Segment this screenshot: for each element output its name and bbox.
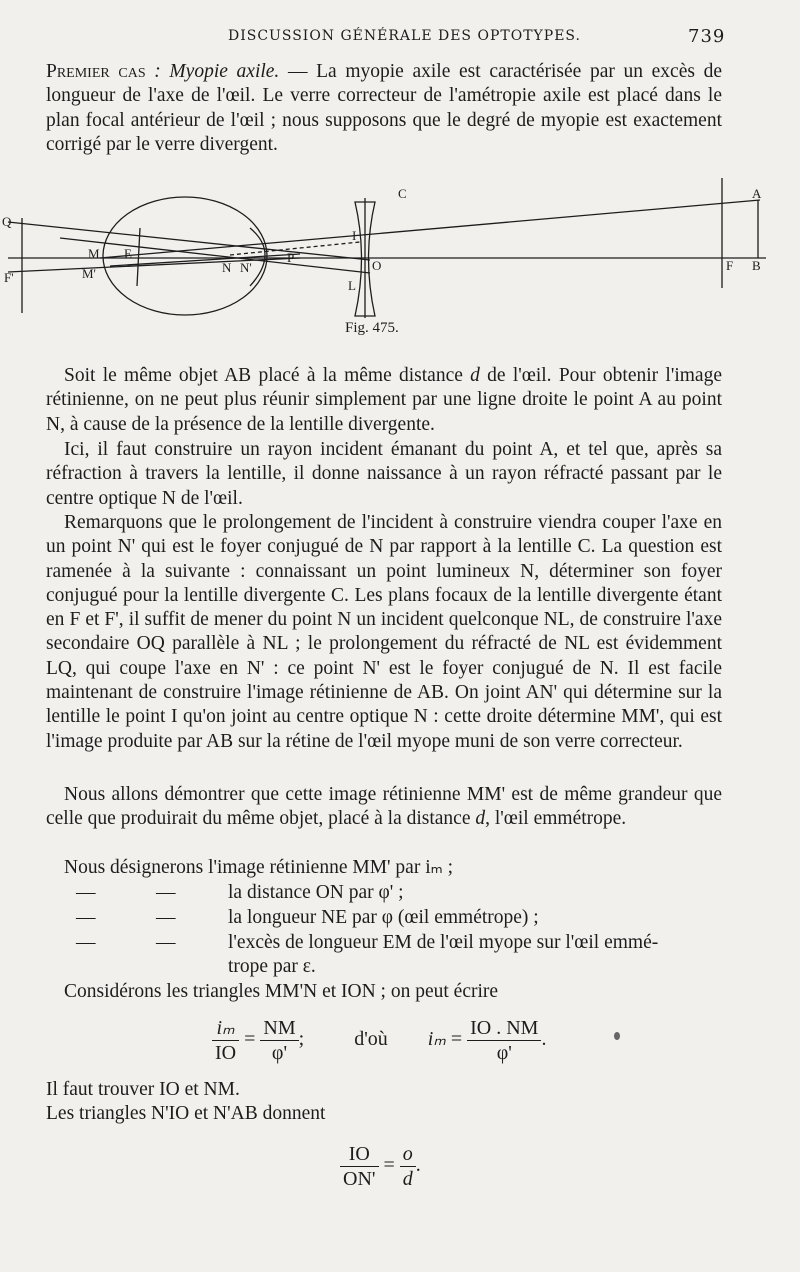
- paragraph-3: Ici, il faut construire un rayon incident émanant du point A, et tel que, après sa réfraction à travers la lentille, il donne naissance à un rayon réfracté passant par le centre optique N de l'œil.: [46, 439, 722, 509]
- paragraph-8: Les triangles N'IO et N'AB donnent: [46, 1103, 326, 1124]
- paragraph-4: Remarquons que le prolongement de l'incident à construire viendra couper l'axe en un point N' qui est le foyer conjugué de N par rapport à la lentille C. La question est ramenée à la suivante : connaissant un point lumineux N, déterminer son foyer conjugué pour la lentille divergente C. Les plans focaux de la lentille divergente étant en F et F', il suffit de mener du point N un incident quelconque NL, de construire l'axe secondaire OQ parallèle à NL ; le prolongement du réfracté de NL est évidemment LQ, qui coupe l'axe en N' : ce point N' est le foyer conjugué de N. Il est facile maintenant de construire l'image rétinienne de AB. On joint AN' qui détermine sur la lentille le point I qu'on joint au centre optique N : cette droite détermine MM', qui est l'image produite par AB sur la rétine de l'œil myope muni de son verre correcteur.: [46, 512, 722, 752]
- running-title: DISCUSSION GÉNÉRALE DES OPTOTYPES.: [228, 28, 581, 44]
- svg-text:N: N: [222, 260, 232, 275]
- ray-q: [8, 222, 370, 260]
- svg-text:N': N': [240, 260, 252, 275]
- equation-1: $\frac{\text{iₘ}}{IO}$ = $\frac{NM}{\varphi'}$ ; d'où iₘ = $\frac{IO . NM}{\varphi'}$ .: [212, 1016, 546, 1065]
- svg-text:F': F': [4, 270, 14, 285]
- case-title: : Myopie axile.: [154, 61, 280, 82]
- svg-text:E: E: [124, 246, 132, 261]
- ray-a: [100, 200, 760, 258]
- page: DISCUSSION GÉNÉRALE DES OPTOTYPES. 739 Premier cas : Myopie axile. — La myopie axile est caractérisée par un excès de longueur de l'axe de l'œil. Le verre correcteur de l'amétropie axile est placé dans le plan focal antérieur de l'œil ; nous supposons que le degré de myopie est exactement corrigé par le verre divergent. Q F' M M' E N N' P I O L C A F B Fig. 475. Soit le même objet AB placé à la même distance d de l'œil. Pour obtenir l'image rétinienne, on ne peut plus réunir simplement par une ligne droite le point A au point N, à cause de la présence de la lentille divergente. Ici, il faut construire un rayon incident émanant du point A, et tel que, après sa réfraction à travers la lentille, il donne naissance à un rayon réfracté passant par le centre optique N de l'œil. Remarquons que le prolongement de l'incident à construire viendra couper l'axe en un point N' qui est le foyer conjugué de N par rapport à la lentille C. La question est ramenée à la suivante : connaissant un point lumineux N, déterminer son foyer conjugué pour la lentille divergente C. Les plans focaux de la lentille divergente étant en F et F', il suffit de mener du point N un incident quelconque NL, de construire l'axe secondaire OQ parallèle à NL ; le prolongement du réfracté de NL est évidemment LQ, qui coupe l'axe en N' : ce point N' est le foyer conjugué de N. Il est facile maintenant de construire l'image rétinienne de AB. On joint AN' qui détermine sur la lentille le point I qu'on joint au centre optique N : cette droite détermine MM', qui est l'image produite par AB sur la rétine de l'œil myope muni de son verre correcteur. Nous allons démontrer que cette image rétinienne MM' est de même grandeur que celle que produirait du même objet, placé à la distance d, l'œil emmétrope. Nous désignerons l'image rétinienne MM' par iₘ ; — — la distance ON par φ' ; — — la longueur NE par φ (œil emmétrope) ; — — l'excès de longueur EM de l'œil myope sur l'œil emmé- trope par ε. Considérons les triangles MM'N et ION ; on peut écrire $\frac{\text{iₘ}}{IO}$ = $\frac{NM}{\varphi'}$ ; d'où iₘ = $\frac{IO . NM}{\varphi'}$ . Il faut trouver IO et NM. Les triangles N'IO et N'AB donnent $\frac{IO}{ON'}$ = $\frac{o}{d}$ .: [0, 0, 800, 1272]
- svg-text:M': M': [82, 266, 96, 281]
- page-number: 739: [688, 26, 726, 47]
- paragraph-triangles: Considérons les triangles MM'N et ION ; on peut écrire: [64, 981, 499, 1002]
- case-label: Premier cas: [46, 61, 146, 82]
- paragraph-7: Il faut trouver IO et NM.: [46, 1079, 240, 1100]
- figure-475-diagram: [0, 178, 800, 318]
- paragraph-5: Nous allons démontrer que cette image rétinienne MM' est de même grandeur que celle que produirait du même objet, placé à la distance d, l'œil emmétrope.: [46, 784, 722, 830]
- svg-text:Q: Q: [2, 214, 12, 229]
- stray-ink-mark: [614, 1032, 620, 1040]
- svg-text:B: B: [752, 258, 761, 273]
- svg-text:M: M: [88, 246, 100, 261]
- svg-text:C: C: [398, 186, 407, 201]
- svg-text:O: O: [372, 258, 382, 273]
- paragraph-premier-cas: [46, 60, 722, 157]
- paragraph-text: — La myopie axile est caractérisée par un excès de longueur de l'axe de l'œil. Le verre correcteur de l'amétropie axile est placé dans le plan focal antérieur de l'œil ; nous supposons que le degré de myopie est exactement corrigé par le verre divergent.: [46, 61, 723, 155]
- svg-text:P: P: [287, 250, 295, 265]
- figure-caption: Fig. 475.: [345, 320, 399, 336]
- paragraph-2: Soit le même objet AB placé à la même distance d de l'œil. Pour obtenir l'image rétinienne, on ne peut plus réunir simplement par une ligne droite le point A au point N, à cause de la présence de la lentille divergente.: [46, 365, 722, 435]
- svg-text:A: A: [752, 186, 762, 201]
- equation-2: $\frac{IO}{ON'}$ = $\frac{o}{d}$ .: [340, 1142, 421, 1191]
- svg-text:L: L: [348, 278, 356, 293]
- svg-text:F: F: [726, 258, 734, 273]
- svg-text:I: I: [352, 228, 357, 243]
